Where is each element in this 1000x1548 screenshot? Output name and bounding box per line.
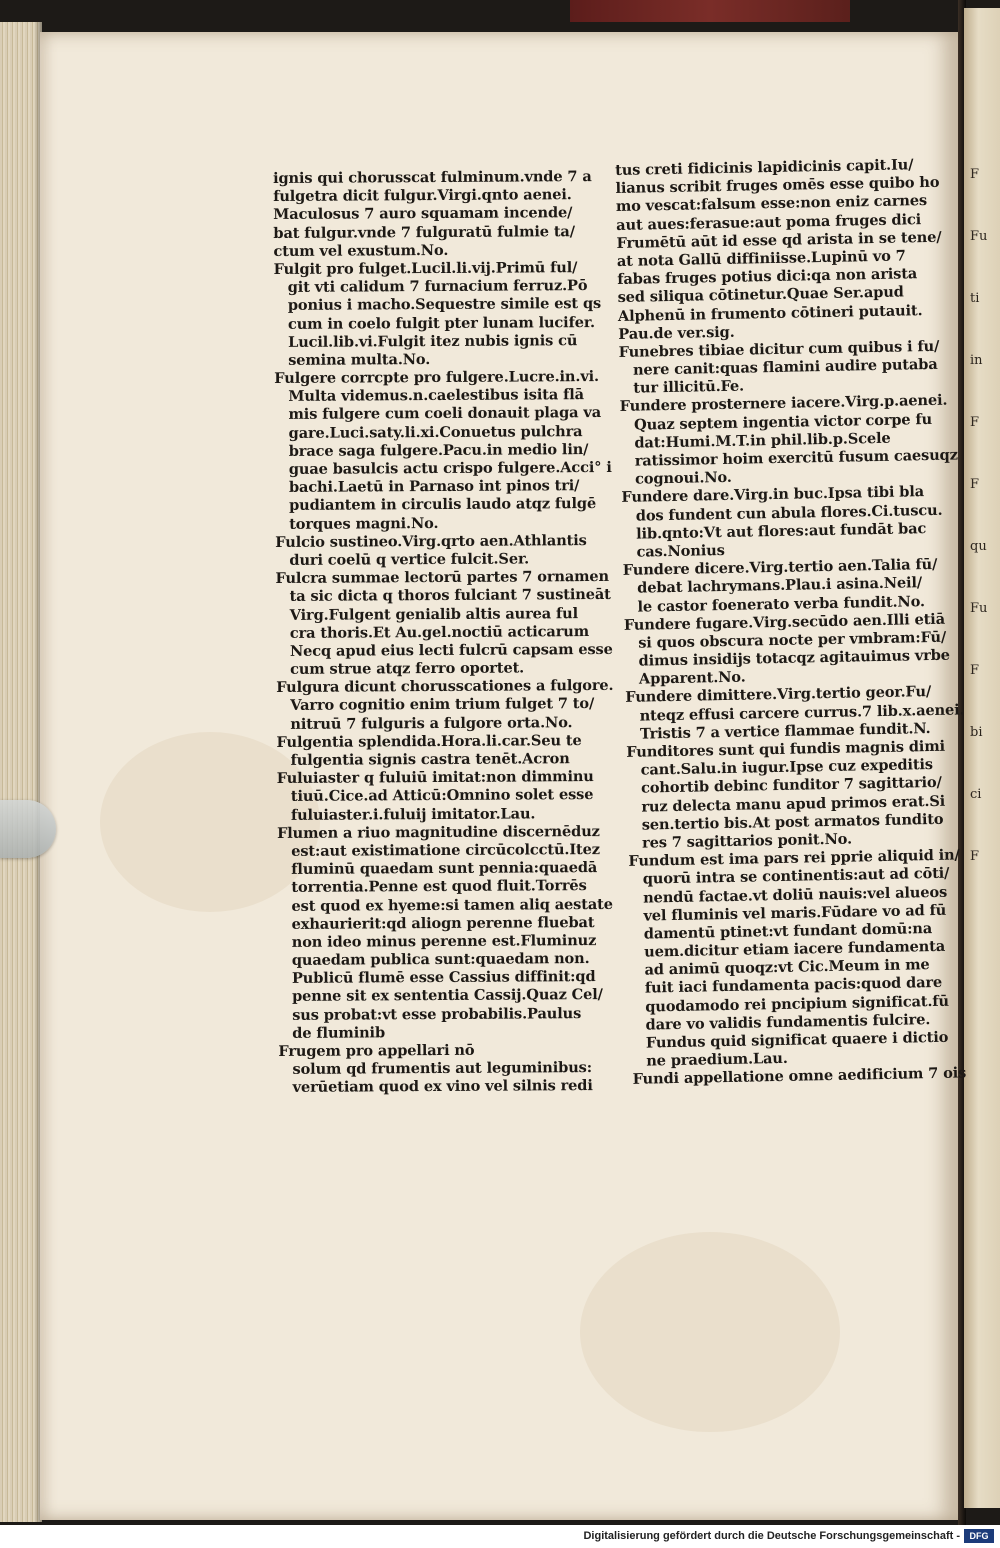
text-line: Publicū flumē esse Cassius diffinit:qd [291, 968, 596, 988]
text-line: git vti calidum 7 furnacium ferruz.Pō [287, 277, 588, 297]
text-line: Fulgura dicunt chorusscationes a fulgore. [276, 677, 614, 697]
text-line: guae basulcis actu crispo fulgere.Acci° i [288, 458, 612, 478]
text-line: mo vescat:falsum esse:non eniz carnes [615, 192, 928, 216]
text-line: cra thoris.Et Au.gel.noctiū acticarum [289, 622, 590, 642]
text-line: dimus insidijs totacqz agitauimus vrbe [638, 646, 951, 670]
text-line: ignis qui chorusscat fulminum.vnde 7 a [273, 168, 592, 187]
text-line: res 7 sagittarios ponit.No. [641, 830, 853, 852]
facing-page-fragment: bi [970, 725, 983, 740]
text-line: at nota Gallū diffiniisse.Lupinū vo 7 [616, 247, 906, 270]
text-line: ne praedium.Lau. [646, 1050, 788, 1070]
text-line: Fundus quid significat quaere i dictio [645, 1028, 949, 1052]
facing-page-edge [964, 8, 1000, 1508]
text-line: Quaz septem ingentia victor corpe fu [633, 410, 933, 434]
text-line: fuit iaci fundamenta pacis:quod dare [644, 974, 943, 998]
text-line: Lucil.lib.vi.Fulgit itez nubis ignis cū [287, 331, 578, 351]
text-line: Maculosus 7 auro squamam incende/ [273, 204, 573, 224]
text-line: lianus scribit fruges omēs esse quibo ho [615, 173, 940, 198]
text-line: quaedam publica sunt:quaedam non. [291, 950, 590, 969]
text-line: torrentia.Penne est quod fluit.Torrēs [291, 877, 587, 897]
text-line: sed siliqua cōtinetur.Quae Ser.apud [617, 283, 904, 307]
text-line: verūetiam quod ex vino vel silnis redi [292, 1077, 593, 1097]
text-line: semina multa.No. [288, 350, 431, 369]
text-line: Frumētū aūt id esse qd arista in se tene/ [616, 228, 942, 252]
text-line: dos fundent cun abula flores.Ci.tuscu. [635, 501, 943, 525]
text-line: cohortib debinc funditor 7 sagittario/ [640, 774, 942, 797]
text-line: Varro cognitio enim trium fulget 7 to/ [290, 695, 595, 715]
left-text-column [273, 168, 616, 1098]
text-line: brace saga fulgere.Pacu.in medio lin/ [288, 440, 589, 460]
text-line: nere canit:quas flamini audire putaba [632, 355, 938, 379]
text-line: ruz delecta manu apud primos erat.Si [641, 792, 946, 816]
text-line: Fulgit pro fulget.Lucil.li.vij.Primū ful/ [273, 259, 578, 278]
text-line: fluminū quaedam sunt pennia:quaedā [291, 859, 598, 879]
text-line: ctum vel exustum.No. [273, 241, 449, 260]
footer-credit: Digitalisierung gefördert durch die Deutsche Forschungsgemeinschaft - [583, 1530, 960, 1542]
text-line: torques magni.No. [289, 514, 439, 533]
facing-page-fragment: ti [970, 291, 980, 306]
text-line: Fundum est ima pars rei pprie aliquid in/ [628, 846, 960, 870]
text-line: quorū intra se continentis:aut ad cōti/ [642, 865, 950, 888]
text-line: nteqz effusi carcere currus.7 lib.x.aenei. [639, 701, 965, 725]
text-line: fulgentia signis castra tenēt.Acron [290, 750, 570, 769]
text-line: Flumen a riuo magnitudine discernēduz [276, 822, 600, 842]
text-line: nitruū 7 fulguris a fulgore orta.No. [290, 713, 573, 733]
text-line: quodamodo rei pncipium significat.fū [645, 992, 950, 1016]
text-line: aut aues:ferasue:aut poma fruges dici [616, 210, 922, 234]
text-line: ta sic dicta q thoros fulciant 7 sustineāt [289, 586, 611, 606]
text-line: dare vo validis fundamentis fulcire. [645, 1010, 931, 1034]
facing-page-fragment: F [970, 477, 980, 492]
text-line: fulgetra dicit fulgur.Virgi.qnto aenei. [273, 186, 572, 206]
text-line: sen.tertio bis.At post armatos fundito [641, 810, 944, 834]
text-line: uem.dicitur etiam iacere fundamenta [644, 937, 946, 961]
text-line: damentū ptinet:vt fundant domū:na [643, 919, 933, 943]
text-line: Fundere dare.Virg.in buc.Ipsa tibi bla [621, 483, 925, 507]
facing-page-fragment: F [970, 415, 980, 430]
paper-stain [580, 1232, 840, 1432]
text-line: Fulcio sustineo.Virg.qrto aen.Athlantis [275, 531, 587, 551]
text-line: Alphenū in frumento cōtineri putauit. [617, 301, 923, 325]
text-line: nendū factae.vt doliū nauis:vel alueos [642, 883, 948, 907]
page-clip [0, 800, 56, 858]
text-line: tiuū.Cice.ad Atticū:Omnino solet esse [290, 786, 594, 806]
text-line: fabas fruges potius dici:qa non arista [617, 265, 918, 289]
facing-page-fragment: qu [970, 539, 987, 554]
text-line: cum in coelo fulgit pter lunam lucifer. [287, 313, 595, 333]
text-line: est quod ex hyeme:si tamen aliq aestate [291, 895, 613, 915]
digitization-footer [0, 1525, 1000, 1548]
text-line: cum strue atqz ferro oportet. [289, 659, 525, 678]
text-line: lib.qnto:Vt aut flores:aut fundāt bac [635, 519, 927, 543]
text-line: Tristis 7 a vertice flammae fundit.N. [639, 719, 931, 743]
text-line: de fluminib [292, 1024, 386, 1042]
text-line: Funebres tibiae dicitur cum quibus i fu/ [618, 337, 940, 361]
text-line: exhaurierit:qd aliogn perenne fluebat [291, 913, 595, 933]
text-line: cognoui.No. [634, 469, 732, 488]
text-line: tur illicitū.Fe. [633, 377, 745, 397]
text-line: cas.Nonius [636, 541, 725, 561]
text-line: Fuluiaster q fuluiū imitat:non dimminu [276, 768, 594, 788]
text-line: Fulcra summae lectorū partes 7 ornamen [275, 568, 610, 588]
facing-page-fragment: Fu [970, 601, 988, 616]
text-line: gare.Luci.saty.li.xi.Conuetus pulchra [288, 422, 583, 442]
facing-page-fragment: F [970, 663, 980, 678]
text-line: bat fulgur.vnde 7 fulguratū fulmie ta/ [273, 222, 575, 242]
text-line: cant.Salu.in iugur.Ipse cuz expeditis [640, 756, 934, 779]
text-line: tus creti fidicinis lapidicinis capit.Iu/ [615, 156, 914, 179]
facing-page-fragment: Fu [970, 229, 988, 244]
text-line: Fulgentia splendida.Hora.li.car.Seu te [276, 731, 582, 751]
facing-page-fragment: F [970, 849, 980, 864]
text-line: solum qd frumentis aut leguminibus: [292, 1059, 592, 1079]
dfg-logo: DFG [964, 1529, 994, 1543]
facing-page-fragment: in [970, 353, 983, 368]
text-line: dat:Humi.M.T.in phil.lib.p.Scele [634, 429, 891, 452]
facing-page-fragment: ci [970, 787, 982, 802]
text-line: Fundere dicere.Virg.tertio aen.Talia fū/ [622, 556, 938, 580]
text-line: Apparent.No. [638, 668, 746, 688]
text-line: Necq apud eius lecti fulcrū capsam esse [289, 640, 613, 660]
text-line: Pau.de ver.sig. [618, 323, 735, 343]
text-line: penne sit ex sententia Cassij.Quaz Cel/ [291, 986, 603, 1006]
text-line: Funditores sunt qui fundis magnis dimi [626, 737, 946, 761]
text-line: sus probat:vt esse probabilis.Paulus [292, 1004, 582, 1024]
text-line: Fulgere corrcpte pro fulgere.Lucre.in.vi. [274, 368, 600, 388]
text-line: pudiantem in circulis laudo atqz fulgē [288, 495, 597, 515]
text-line: ponius i macho.Sequestre simile est qs [287, 295, 602, 315]
text-line: Frugem pro appellari nō [278, 1041, 475, 1060]
text-line: bachi.Laetū in Parnaso int pinos tri/ [288, 477, 580, 497]
text-line: le castor foenerato verba fundit.No. [637, 592, 926, 616]
text-line: Fundere prosternere iacere.Virg.p.aenei. [619, 392, 948, 416]
text-line: est:aut existimatione circūcolcctū.Itez [291, 840, 600, 860]
text-line: duri coelū q vertice fulcit.Ser. [289, 550, 530, 569]
text-line: si quos obscura nocte per vmbram:Fū/ [638, 628, 947, 652]
text-line: Multa videmus.n.caelestibus isita flā [288, 386, 584, 406]
facing-page-fragment: F [970, 167, 980, 182]
right-text-column [615, 155, 972, 1089]
text-line: non ideo minus perenne est.Fluminuz [291, 931, 597, 951]
text-line: Fundere fugare.Virg.secūdo aen.Illi etiā [623, 610, 946, 634]
text-line: mis fulgere cum coeli donauit plaga va [288, 404, 602, 424]
text-line: ratissimor hoim exercitū fusum caesuqz [634, 446, 958, 470]
book-cover-edge [570, 0, 850, 22]
text-line: Fundi appellatione omne aedificium 7 ois [632, 1064, 967, 1089]
text-line: vel fluminis vel maris.Fūdare vo ad fū [643, 901, 947, 925]
text-line: debat lachrymans.Plau.i asina.Neil/ [637, 574, 923, 597]
text-line: Fundere dimittere.Virg.tertio geor.Fu/ [625, 683, 932, 707]
page-stack-edge [0, 22, 42, 1522]
text-line: fuluiaster.i.fuluij imitator.Lau. [290, 804, 536, 824]
text-line: Virg.Fulgent genialib altis aurea ful [289, 604, 579, 624]
text-line: ad animū quoqz:vt Cic.Meum in me [644, 956, 930, 979]
